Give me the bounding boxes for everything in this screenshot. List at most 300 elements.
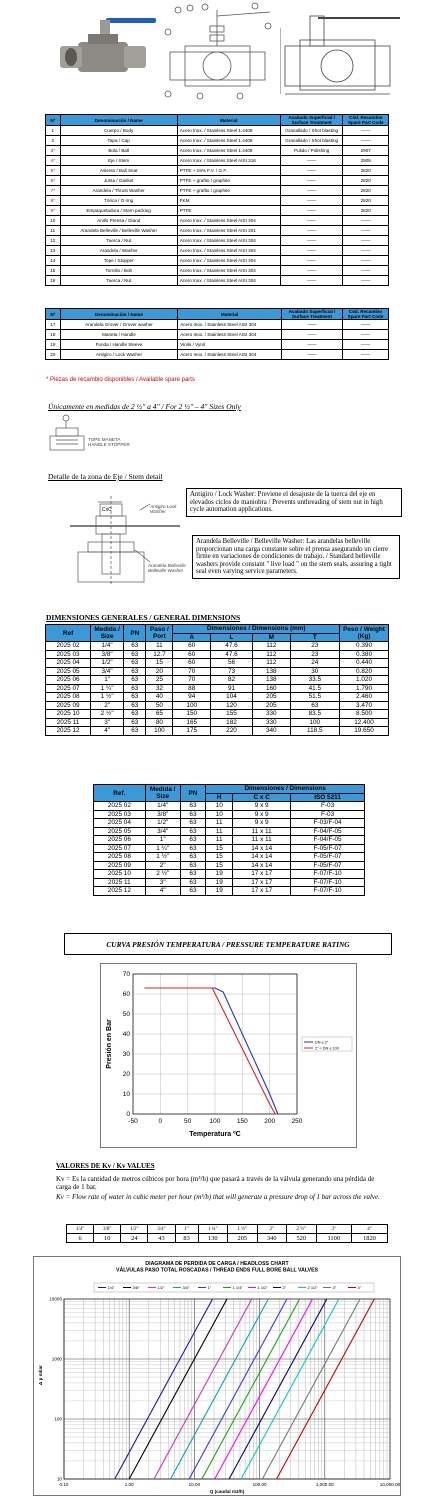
parts-row (46, 266, 389, 276)
part-material: Vinilo / Vynil (178, 340, 282, 350)
dim-pn: 63 (124, 650, 146, 659)
part-code: —— (343, 246, 389, 256)
dim2-iso: F-07/F-10 (291, 878, 365, 887)
dimensions-row (46, 659, 389, 668)
headloss-series-line (215, 1299, 313, 1479)
headloss-y-axis-label: Δ p mbar (38, 1365, 43, 1385)
part-number: 5* (46, 166, 61, 176)
dim-t: 100 (290, 718, 339, 727)
parts-row (46, 136, 389, 146)
col-header-name: Denominación / Name (60, 309, 177, 320)
dim-ref: 2025 10 (46, 710, 91, 719)
dimensions2-row (94, 836, 365, 845)
part-name: Eje / Stem (60, 156, 177, 166)
dim-pn: 63 (124, 642, 146, 651)
kv-title: VALORES DE Kv / Kv VALUES (56, 1162, 155, 1170)
dim-col-weight: Peso / Weight (Kg) (340, 625, 389, 642)
part-material: Acero Inox. / Stainless Steel AISI 304 (178, 320, 282, 330)
dimensions-row (46, 718, 389, 727)
part-number: 14 (46, 256, 61, 266)
dimensions-row (46, 693, 389, 702)
dim-weight: 2.460 (340, 693, 389, 702)
dim2-ref: 2025 10 (94, 870, 146, 879)
headloss-legend-label: 2" (282, 1285, 287, 1290)
part-number: 2 (46, 136, 61, 146)
headloss-legend-label: 4" (357, 1285, 362, 1290)
dimensions-row (46, 667, 389, 676)
dim-size: 1/4" (91, 642, 124, 651)
dim-t: 41.5 (290, 684, 339, 693)
dim2-h: 11 (206, 827, 233, 836)
kv-text-en: Kv = Flow rate of water in cubic meter per hour (m³/h) that will generate a pressure drop of 1 bar across the valve. (56, 1193, 380, 1201)
part-surface: —— (280, 196, 343, 206)
dim-port: 20 (146, 667, 173, 676)
part-name: Tapa / Cap (60, 136, 177, 146)
pt-chart-frame (100, 963, 357, 1148)
part-code: —— (343, 276, 389, 286)
dim2-h: 15 (206, 861, 233, 870)
dim2-h: 19 (206, 870, 233, 879)
dim2-size: 3" (145, 878, 180, 887)
part-number: 17 (46, 320, 61, 330)
parts-row (46, 196, 389, 206)
part-surface: —— (280, 156, 343, 166)
part-name: Anillo Prensa / Gland (60, 216, 177, 226)
dim2-iso: F-04/F-05 (291, 836, 365, 845)
dim-ref: 2025 08 (46, 693, 91, 702)
dim-m: 112 (252, 659, 290, 668)
dim-m: 340 (252, 727, 290, 736)
dim-weight: 3.470 (340, 701, 389, 710)
dim2-h: 19 (206, 878, 233, 887)
part-material: Acero Inox. / Stainless Steel AISI 304 (178, 330, 282, 340)
dim2-iso: F-05/F-07 (291, 861, 365, 870)
dim-port: 32 (146, 684, 173, 693)
dim-t: 63 (290, 701, 339, 710)
col-header-code: Cód. Recambio Spare Part Code (343, 309, 389, 320)
dim2-cxc: 11 x 11 (233, 827, 291, 836)
pt-xtick-label: 200 (264, 1118, 276, 1125)
dim2-iso: F-07/F-10 (291, 887, 365, 896)
dim2-pn: 63 (180, 870, 206, 879)
dim-ref: 2025 03 (46, 650, 91, 659)
dim2-col-size: Medida / Size (145, 785, 180, 802)
dimensions-row (46, 650, 389, 659)
part-number: 8* (46, 196, 61, 206)
kv-value-cell: 24 (121, 1234, 148, 1243)
dim-col-t: T (290, 633, 339, 642)
dim2-col-group: Dimensiones / Dimensions (206, 785, 365, 794)
kv-size-cell: 2" (257, 1225, 286, 1234)
kv-size-cell: 1" (175, 1225, 198, 1234)
dim2-iso: F-03 (291, 802, 365, 811)
headloss-xtick-label: 1.00 (124, 1482, 134, 1487)
dim-col-ref: Ref (46, 625, 91, 642)
kv-value-cell: 340 (257, 1234, 286, 1243)
headloss-legend-label: 1 1/2" (257, 1285, 268, 1290)
dim2-ref: 2025 12 (94, 887, 146, 896)
dim-size: 4" (91, 727, 124, 736)
dim2-iso: F-04/F-05 (291, 827, 365, 836)
headloss-title: VÁLVULAS PASO TOTAL ROSCADAS / THREAD ENDS FULL BORE BALL VALVES (115, 1267, 319, 1274)
dimensions-table-2 (93, 784, 365, 896)
dim2-cxc: 9 x 9 (233, 802, 291, 811)
dim2-cxc: 17 x 17 (233, 878, 291, 887)
dim-pn: 63 (124, 693, 146, 702)
dim-size: 3" (91, 718, 124, 727)
headloss-series-line (229, 1299, 327, 1479)
headloss-series-line (202, 1299, 300, 1479)
pt-xtick-label: 100 (209, 1118, 221, 1125)
dim-port: 65 (146, 710, 173, 719)
parts-row (46, 206, 389, 216)
headloss-legend-label: 1/2" (157, 1285, 165, 1290)
stem-drawing (50, 486, 190, 591)
section-drawing (280, 6, 410, 98)
part-name: Arandela Grover / Grover washer (60, 320, 177, 330)
dim-pn: 63 (124, 701, 146, 710)
dimensions2-header-row (94, 785, 365, 794)
dimensions-row (46, 684, 389, 693)
dim2-cxc: 17 x 17 (233, 870, 291, 879)
dim-a: 70 (173, 667, 211, 676)
dim-pn: 63 (124, 718, 146, 727)
kv-size-cell: 3/8" (94, 1225, 121, 1234)
dimensions-row (46, 676, 389, 685)
dim2-cxc: 9 x 9 (233, 810, 291, 819)
part-number: 3* (46, 146, 61, 156)
headloss-ytick-label: 1000 (51, 1356, 62, 1362)
dim-col-size: Medida / Size (91, 625, 124, 642)
parts-row (46, 226, 389, 236)
dim-m: 112 (252, 642, 290, 651)
part-code: 2820 (343, 186, 389, 196)
dim-l: 73 (211, 667, 253, 676)
dim-ref: 2025 06 (46, 676, 91, 685)
dim2-ref: 2025 04 (94, 819, 146, 828)
dim-weight: 1.020 (340, 676, 389, 685)
pt-ytick-label: 0 (126, 1111, 130, 1118)
dimensions-row (46, 710, 389, 719)
part-material: PTFE + grafito / graphite (177, 176, 280, 186)
dimensions2-row (94, 853, 365, 862)
part-name: Maneta / Handle (60, 330, 177, 340)
part-surface: Granallado / Shot blasting (280, 136, 343, 146)
dim2-col-pn: PN (180, 785, 206, 802)
pt-title: CURVA PRESIÓN TEMPERATURA / PRESSURE TEMPERATURE RATING (106, 939, 350, 949)
parts-header-row (46, 115, 389, 126)
dim-size: 2 ½" (91, 710, 124, 719)
dimensions2-row (94, 827, 365, 836)
parts-row (46, 350, 389, 360)
dim-a: 70 (173, 676, 211, 685)
stopper-label-es: TOPE MANETA (88, 437, 121, 442)
pt-chart (101, 964, 356, 1147)
dimensions2-row (94, 844, 365, 853)
parts-row (46, 256, 389, 266)
part-name: Tornillo / Bolt (60, 266, 177, 276)
headloss-xtick-label: 100.00 (252, 1482, 267, 1487)
dim-l: 47.6 (211, 650, 253, 659)
dim-weight: 0.380 (340, 650, 389, 659)
part-code: —— (343, 236, 389, 246)
dimensions2-row (94, 810, 365, 819)
headloss-series-line (241, 1299, 339, 1479)
headloss-title: DIAGRAMA DE PERDIDA DE CARGA / HEADLOSS CHART (145, 1261, 289, 1267)
parts-row (46, 126, 389, 136)
dim2-pn: 63 (180, 844, 206, 853)
part-number: 15 (46, 266, 61, 276)
dim2-pn: 63 (180, 810, 206, 819)
headloss-xtick-label: 1,000.00 (315, 1482, 334, 1487)
dim-size: 1 ½" (91, 693, 124, 702)
dim2-pn: 63 (180, 802, 206, 811)
dim2-pn: 63 (180, 836, 206, 845)
dim-ref: 2025 07 (46, 684, 91, 693)
pt-xtick-label: 250 (291, 1118, 303, 1125)
dim-m: 330 (252, 718, 290, 727)
headloss-ytick-label: 100 (54, 1416, 62, 1422)
part-surface: —— (281, 340, 342, 350)
kv-value-cell: 1820 (351, 1234, 387, 1243)
dim2-size: 3/4" (145, 827, 180, 836)
part-name: Junta / Gasket (60, 176, 177, 186)
parts2-header-row (46, 309, 389, 320)
part-material: PTFE + 15% F.V. / G.F. (177, 166, 280, 176)
part-material: Acero Inox. / Stainless Steel AISI 304 (177, 216, 280, 226)
dim-l: 182 (211, 718, 253, 727)
part-code: —— (343, 340, 389, 350)
dim-port: 15 (146, 659, 173, 668)
parts-row (46, 276, 389, 286)
part-material: Acero Inox. / Stainless Steel AISI 304 (177, 276, 280, 286)
dim-m: 330 (252, 710, 290, 719)
dim-weight: 0.820 (340, 667, 389, 676)
part-number: 12 (46, 236, 61, 246)
dim-weight: 12.400 (340, 718, 389, 727)
dim2-iso: F-03 (291, 810, 365, 819)
dim2-cxc: 14 x 14 (233, 844, 291, 853)
dim-col-port: Paso / Port (146, 625, 173, 642)
dimensions2-row (94, 878, 365, 887)
part-number: 1 (46, 126, 61, 136)
dim-ref: 2025 11 (46, 718, 91, 727)
parts-row (46, 340, 389, 350)
dim-port: 50 (146, 701, 173, 710)
dim-a: 60 (173, 659, 211, 668)
parts-row (46, 236, 389, 246)
dim2-pn: 63 (180, 819, 206, 828)
dim2-size: 1/2" (145, 819, 180, 828)
cxc-label: CxC (102, 507, 112, 513)
dim-pn: 63 (124, 710, 146, 719)
dim-l: 220 (211, 727, 253, 736)
dim-size: 2" (91, 701, 124, 710)
part-material: PTFE + grafito / graphite (177, 186, 280, 196)
kv-size-cell: 4" (351, 1225, 387, 1234)
dim2-ref: 2025 06 (94, 836, 146, 845)
kv-values-row (67, 1234, 388, 1243)
part-material: Acero Inox. / Stainless Steel AISI 316 (177, 156, 280, 166)
part-surface: —— (281, 320, 342, 330)
parts-row (46, 246, 389, 256)
col-header-name: Denominación / Name (60, 115, 177, 126)
dim-l: 155 (211, 710, 253, 719)
part-surface: —— (280, 246, 343, 256)
part-material: Acero Inox. / Stainless Steel 1.4408 (177, 126, 280, 136)
stopper-label (88, 437, 130, 447)
dim-l: 56 (211, 659, 253, 668)
part-material: Acero Inox. / Stainless Steel 1.4408 (177, 136, 280, 146)
dimensions2-row (94, 887, 365, 896)
parts-table (45, 114, 389, 286)
dim2-h: 11 (206, 819, 233, 828)
part-number: 7* (46, 186, 61, 196)
headloss-legend-label: 1" (207, 1285, 212, 1290)
headloss-ytick-label: 10000 (49, 1296, 62, 1302)
dim-pn: 63 (124, 667, 146, 676)
part-surface: —— (280, 226, 343, 236)
pt-ytick-label: 20 (122, 1071, 130, 1078)
part-code: 2820 (343, 196, 389, 206)
kv-size-cell: 3" (316, 1225, 351, 1234)
parts-row (46, 330, 389, 340)
dim2-size: 4" (145, 887, 180, 896)
headloss-legend-label: 3" (332, 1285, 337, 1290)
part-code: 2820 (343, 206, 389, 216)
dim-size: 3/8" (91, 650, 124, 659)
pt-xtick-label: 150 (236, 1118, 248, 1125)
dim2-ref: 2025 08 (94, 853, 146, 862)
part-number: 18 (46, 330, 61, 340)
dim-l: 120 (211, 701, 253, 710)
dimensions2-row (94, 861, 365, 870)
dim2-col-ref: Ref. (94, 785, 146, 802)
lock-washer-label: Antigiro Lock Washer (150, 504, 177, 514)
dimensions-table (45, 624, 389, 736)
dim-a: 175 (173, 727, 211, 736)
part-name: Arandela Belleville / Belleville Washer (60, 226, 177, 236)
dim2-pn: 63 (180, 853, 206, 862)
dim-a: 165 (173, 718, 211, 727)
kv-size-cell: 2 ½" (287, 1225, 316, 1234)
dim2-cxc: 9 x 9 (233, 819, 291, 828)
dim2-size: 1 ¼" (145, 844, 180, 853)
headloss-xtick-label: 0.10 (59, 1482, 69, 1487)
pt-series-line (144, 988, 277, 1114)
dim2-ref: 2025 09 (94, 861, 146, 870)
dim-port: 100 (146, 727, 173, 736)
dim-t: 23 (290, 650, 339, 659)
headloss-xtick-label: 10.00 (188, 1482, 201, 1487)
col-header-code: Cód. Recambio Spare Part Code (343, 115, 389, 126)
dim2-ref: 2025 07 (94, 844, 146, 853)
dimensions2-row (94, 870, 365, 879)
dim2-ref: 2025 05 (94, 827, 146, 836)
dim2-size: 1 ½" (145, 853, 180, 862)
dimensions2-row (94, 802, 365, 811)
parts-row (46, 176, 389, 186)
part-code: —— (343, 330, 389, 340)
part-surface: —— (280, 266, 343, 276)
part-name: Arandela / Washer (60, 246, 177, 256)
part-number: 6* (46, 176, 61, 186)
part-number: 16 (46, 276, 61, 286)
part-code: 2905 (343, 156, 389, 166)
kv-text-es: Kv = Es la cantidad de metros cúbicos por hora (m³/h) que pasará a través de la válvula generando una pérdida de carga de 1 bar. (56, 1175, 375, 1191)
dim2-col-h: H (206, 793, 233, 802)
dim-l: 82 (211, 676, 253, 685)
dim-ref: 2025 05 (46, 667, 91, 676)
part-number: 19 (46, 340, 61, 350)
dim-col-l: L (211, 633, 253, 642)
dim-port: 80 (146, 718, 173, 727)
part-code: —— (343, 216, 389, 226)
dim2-pn: 63 (180, 827, 206, 836)
dim-weight: 0.390 (340, 642, 389, 651)
headloss-xtick-label: 10,000.00 (379, 1482, 400, 1487)
dim-a: 150 (173, 710, 211, 719)
dim-a: 60 (173, 650, 211, 659)
part-material: Acero Inox. / Stainless Steel AISI 301 (177, 226, 280, 236)
dim-m: 160 (252, 684, 290, 693)
dim2-h: 10 (206, 802, 233, 811)
part-number: 9* (46, 206, 61, 216)
headloss-legend-label: 1 1/4" (232, 1285, 243, 1290)
dim2-cxc: 17 x 17 (233, 887, 291, 896)
dim-port: 11 (146, 642, 173, 651)
part-surface: Pulido / Polishing (280, 146, 343, 156)
pt-y-axis-label: Presión en Bar (106, 1019, 113, 1069)
part-name: Bola / Ball (60, 146, 177, 156)
part-surface: —— (280, 236, 343, 246)
dimensions-row (46, 642, 389, 651)
headloss-series-line (189, 1299, 287, 1479)
dim-m: 205 (252, 693, 290, 702)
part-material: Acero Inox. / Stainless Steel AISI 304 (177, 236, 280, 246)
dim-weight: 8.500 (340, 710, 389, 719)
dim2-size: 1" (145, 836, 180, 845)
kv-table (66, 1224, 388, 1243)
dim-a: 94 (173, 693, 211, 702)
part-surface: —— (280, 206, 343, 216)
col-header-no: Nº (46, 115, 61, 126)
part-surface: —— (280, 166, 343, 176)
dim-l: 47.6 (211, 642, 253, 651)
part-code: —— (343, 256, 389, 266)
kv-value-cell: 1100 (316, 1234, 351, 1243)
dim2-pn: 63 (180, 887, 206, 896)
dim-a: 100 (173, 701, 211, 710)
dim-ref: 2025 09 (46, 701, 91, 710)
dim2-pn: 63 (180, 878, 206, 887)
dim2-iso: F-05/F-07 (291, 844, 365, 853)
dim-col-m: M (252, 633, 290, 642)
kv-size-cell: 1 ¼" (198, 1225, 227, 1234)
kv-value-cell: 10 (94, 1234, 121, 1243)
part-name: Funda / Handle Sleeve (60, 340, 177, 350)
part-name: Antigiro / Lock Washer (60, 350, 177, 360)
dim2-cxc: 11 x 11 (233, 836, 291, 845)
part-name: Tuerca / Nut (60, 236, 177, 246)
dim-weight: 19.650 (340, 727, 389, 736)
parts-row (46, 156, 389, 166)
part-surface: —— (280, 186, 343, 196)
dim2-col-cxc: C x C (233, 793, 291, 802)
dimensions-row (46, 701, 389, 710)
kv-size-cell: 1/4" (67, 1225, 94, 1234)
exploded-drawing (160, 2, 275, 100)
